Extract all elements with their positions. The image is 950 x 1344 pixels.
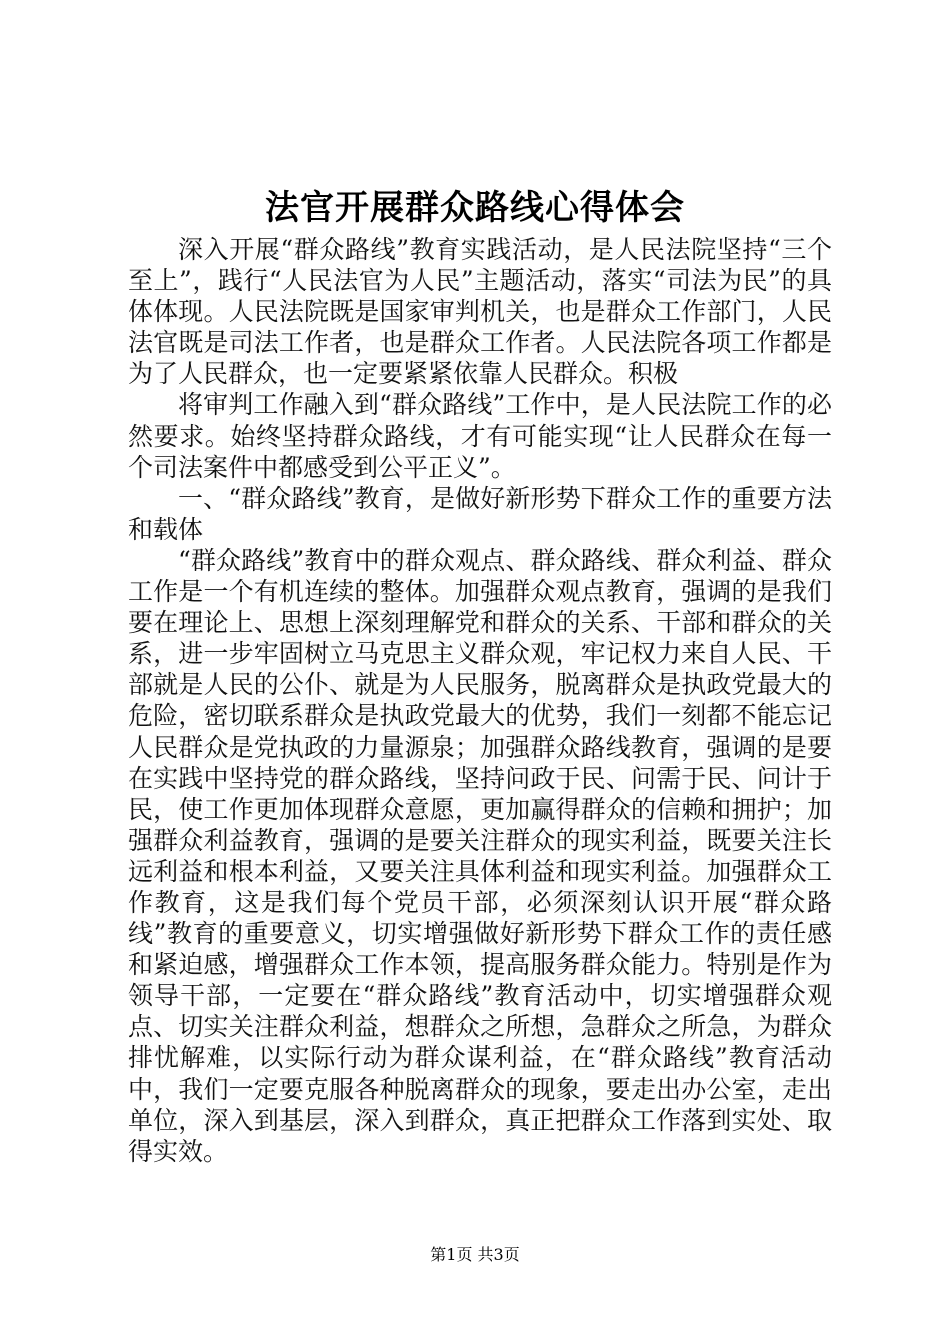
document-body xyxy=(128,234,832,1167)
document-title: 法官开展群众路线心得体会 xyxy=(265,188,685,228)
paragraph-mass-line-education: “群众路线”教育中的群众观点、群众路线、群众利益、群众工作是一个有机连续的整体。加强群众观点教育，强调的是我们要在理论上、思想上深刻理解党和群众的关系、干部和群众的关系，进一步牢固树立马克思主义群众观，牢记权力来自人民、干部就是人民的公仆、就是为人民服务，脱离群众是执政党最大的危险，密切联系群众是执政党最大的优势，我们一刻都不能忘记人民群众是党执政的力量源泉；加强群众路线教育，强调的是要在实践中坚持党的群众路线，坚持问政于民、问需于民、问计于民，使工作更加体现群众意愿，更加赢得群众的信赖和拥护；加强群众利益教育，强调的是要关注群众的现实利益，既要关注长远利益和根本利益，又要关注具体利益和现实利益。加强群众工作教育，这是我们每个党员干部，必须深刻认识开展“群众路线”教育的重要意义，切实增强做好新形势下群众工作的责任感和紧迫感，增强群众工作本领，提高服务群众能力。特别是作为领导干部，一定要在“群众路线”教育活动中，切实增强群众观点、切实关注群众利益，想群众之所想，急群众之所急，为群众排忧解难，以实际行动为群众谋利益，在“群众路线”教育活动中，我们一定要克服各种脱离群众的现象，要走出办公室，走出单位，深入到基层，深入到群众，真正把群众工作落到实处、取得实效。 xyxy=(128,545,832,1166)
paragraph-intro: 深入开展“群众路线”教育实践活动，是人民法院坚持“三个至上”，践行“人民法官为人民”主题活动，落实“司法为民”的具体体现。人民法院既是国家审判机关，也是群众工作部门，人民法官既是司法工作者，也是群众工作者。人民法院各项工作都是为了人民群众，也一定要紧紧依靠人民群众。积极 xyxy=(128,235,832,389)
page-number-footer: 第1页 共3页 xyxy=(430,1245,520,1264)
paragraph-judicial-work: 将审判工作融入到“群众路线”工作中，是人民法院工作的必然要求。始终坚持群众路线，才有可能实现“让人民群众在每一个司法案件中都感受到公平正义”。 xyxy=(128,390,832,482)
section-heading-one: 一、“群众路线”教育，是做好新形势下群众工作的重要方法和载体 xyxy=(128,483,832,544)
